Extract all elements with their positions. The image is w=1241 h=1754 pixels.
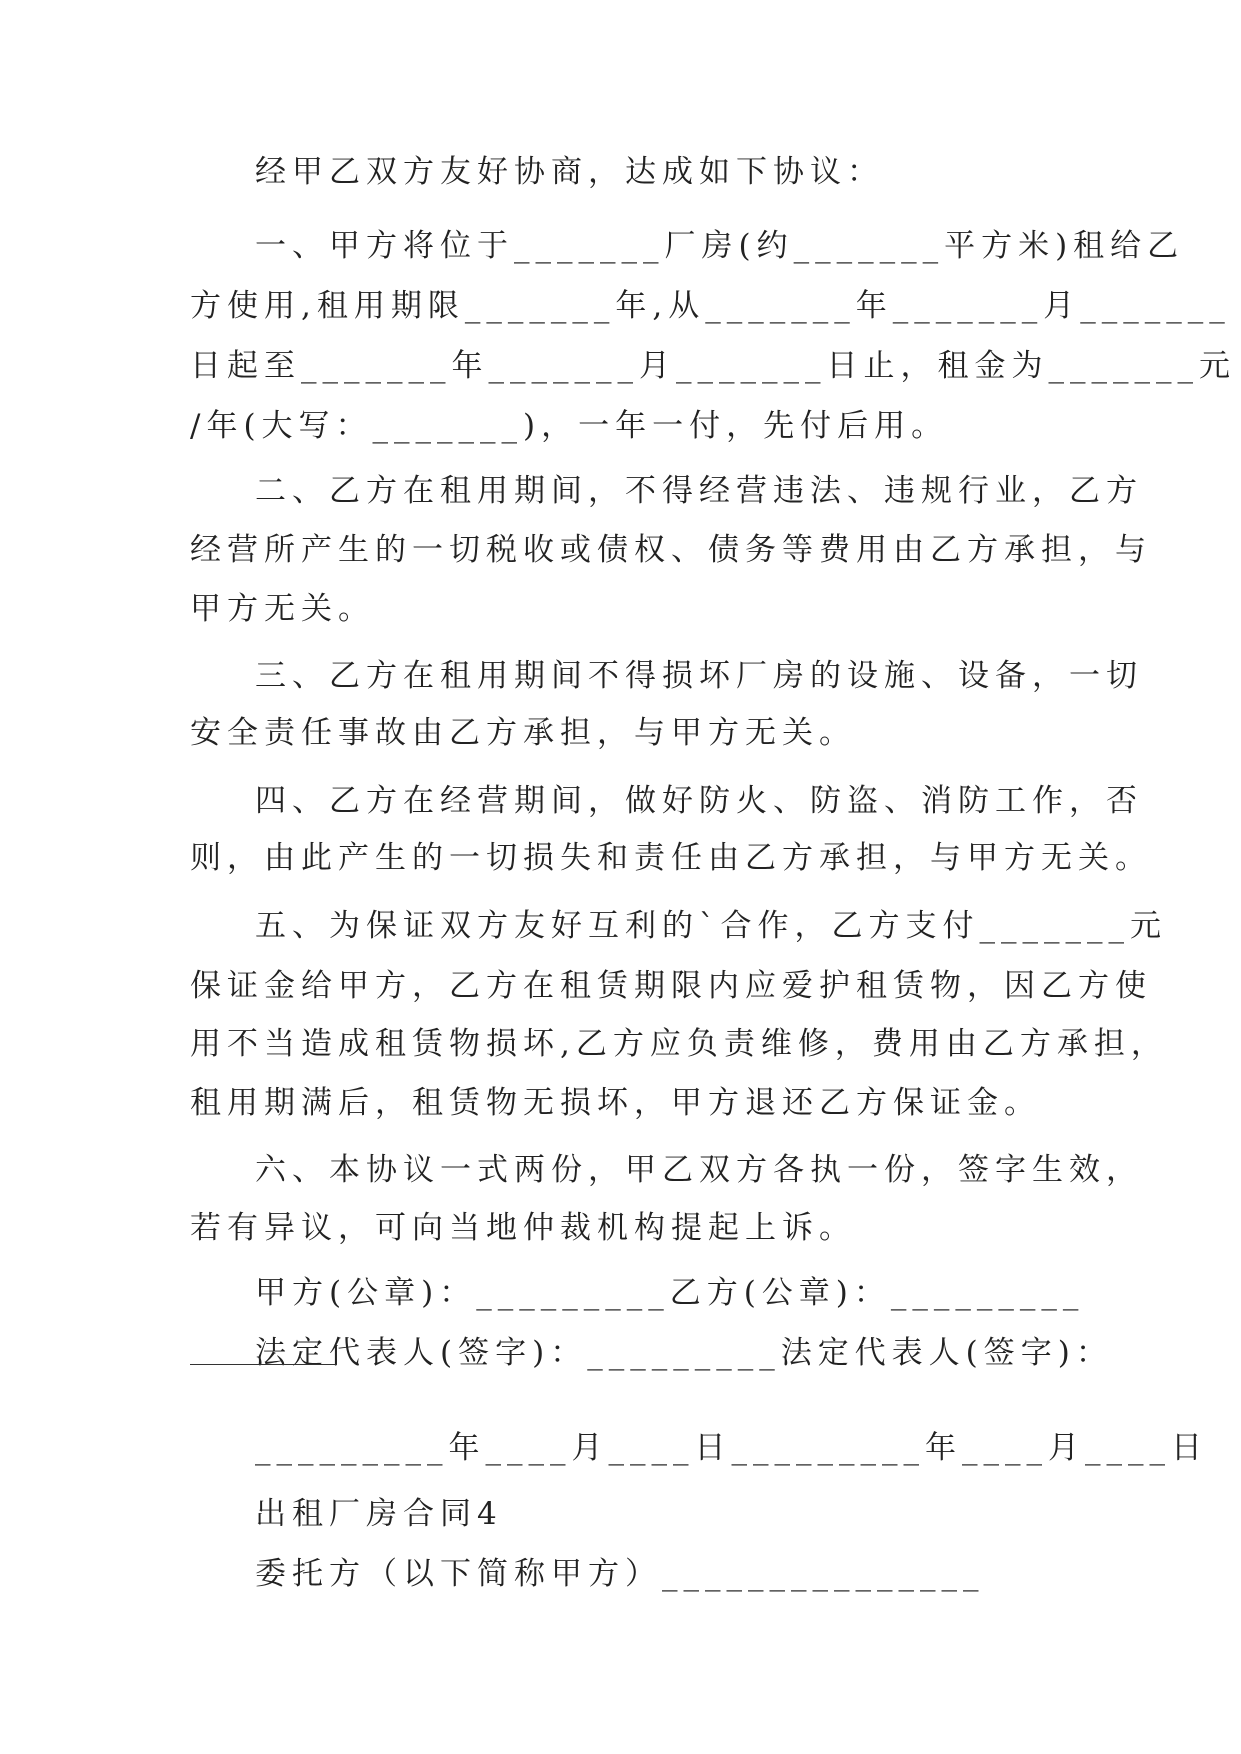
clause-5-line-1: 五、为保证双方友好互利的`合作，乙方支付_______元 bbox=[255, 908, 1167, 944]
party-seal-line: 甲方(公章)：_________乙方(公章)：_________ bbox=[255, 1275, 1085, 1311]
clause-2-line-3: 甲方无关。 bbox=[190, 591, 375, 627]
clause-4-line-1: 四、乙方在经营期间，做好防火、防盗、消防工作，否 bbox=[255, 783, 1143, 819]
clause-6-line-2: 若有异议，可向当地仲裁机构提起上诉。 bbox=[190, 1210, 856, 1246]
clause-5-line-4: 租用期满后，租赁物无损坏，甲方退还乙方保证金。 bbox=[190, 1085, 1041, 1121]
clause-2-line-1: 二、乙方在租用期间，不得经营违法、违规行业，乙方 bbox=[255, 473, 1143, 509]
representative-signature-line: 法定代表人(签字)：_________法定代表人(签字)： bbox=[255, 1335, 1113, 1371]
clause-5-line-2: 保证金给甲方，乙方在租赁期限内应爱护租赁物，因乙方使 bbox=[190, 968, 1152, 1004]
signature-blank-line bbox=[190, 1364, 337, 1365]
clause-1-line-2: 方使用,租用期限_______年,从_______年_______月_______ bbox=[190, 288, 1231, 324]
agreement-intro: 经甲乙双方友好协商，达成如下协议： bbox=[255, 154, 884, 190]
clause-1-line-3: 日起至_______年_______月_______日止，租金为_______元 bbox=[190, 348, 1236, 384]
clause-3-line-2: 安全责任事故由乙方承担，与甲方无关。 bbox=[190, 715, 856, 751]
signing-date-line: _________年____月____日_________年____月____日 bbox=[255, 1430, 1208, 1466]
next-contract-title: 出租厂房合同4 bbox=[255, 1496, 503, 1532]
clause-6-line-1: 六、本协议一式两份，甲乙双方各执一份，签字生效， bbox=[255, 1152, 1143, 1188]
clause-5-line-3: 用不当造成租赁物损坏,乙方应负责维修，费用由乙方承担， bbox=[190, 1026, 1168, 1062]
clause-1-line-1: 一、甲方将位于_______厂房(约_______平方米)租给乙 bbox=[255, 228, 1185, 264]
clause-1-line-4: /年(大写：_______)，一年一付，先付后用。 bbox=[190, 408, 949, 444]
clause-2-line-2: 经营所产生的一切税收或债权、债务等费用由乙方承担，与 bbox=[190, 532, 1152, 568]
client-party-line: 委托方（以下简称甲方）_______________ bbox=[255, 1556, 985, 1592]
clause-3-line-1: 三、乙方在租用期间不得损坏厂房的设施、设备，一切 bbox=[255, 658, 1143, 694]
clause-4-line-2: 则，由此产生的一切损失和责任由乙方承担，与甲方无关。 bbox=[190, 840, 1152, 876]
